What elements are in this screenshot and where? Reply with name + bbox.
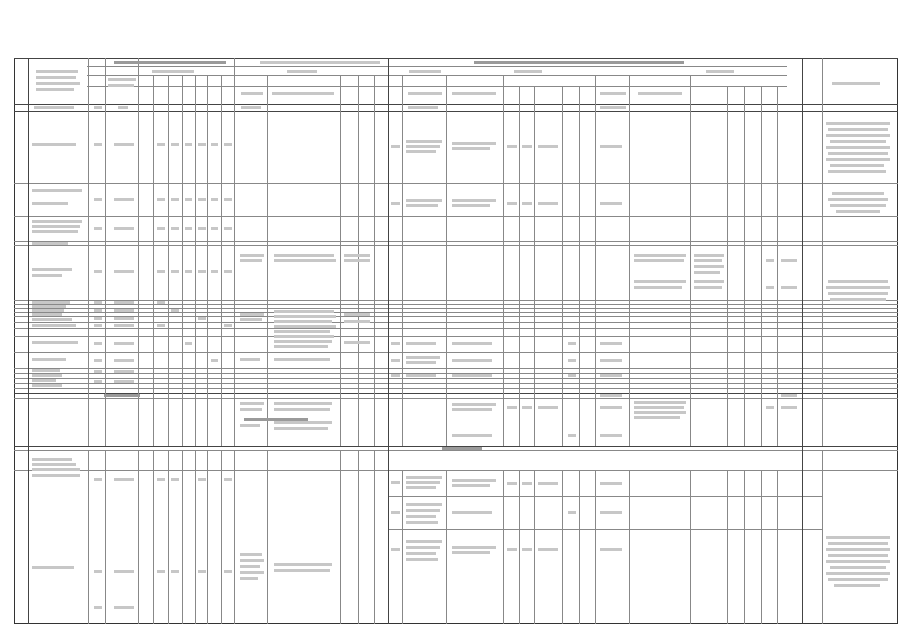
regulation-table	[14, 58, 898, 624]
